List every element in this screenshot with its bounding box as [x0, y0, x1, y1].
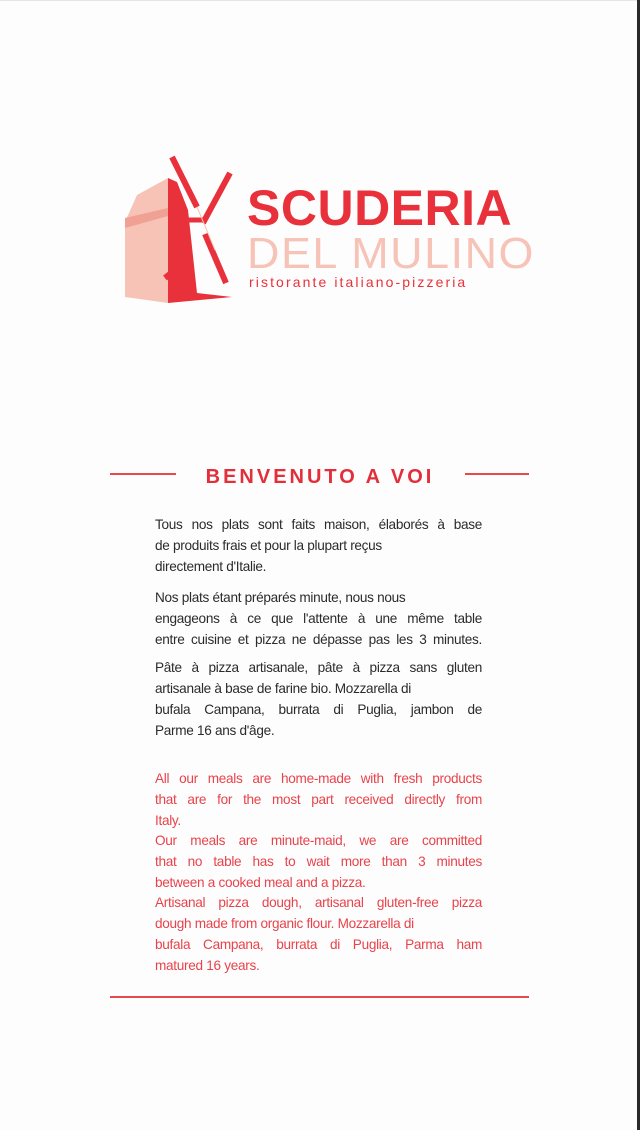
text-line: artisanale à base de farine bio. Mozzarella di	[155, 681, 411, 696]
text-line: de produits frais et pour la plupart reçus	[155, 538, 382, 553]
english-paragraph-ingredients	[155, 892, 482, 976]
text-line: Nos plats étant préparés minute, nous nous	[155, 590, 406, 605]
text-line: entre cuisine et pizza ne dépasse pas les 3 minutes.	[155, 632, 482, 647]
english-paragraph-wait-time	[155, 830, 482, 893]
brand-name-scuderia: SCUDERIA	[247, 180, 513, 236]
text-line: Tous nos plats sont faits maison, élaborés à base	[155, 517, 482, 532]
text-line: Artisanal pizza dough, artisanal gluten-free pizza	[155, 895, 482, 910]
brand-name-del-mulino: DEL MULINO	[247, 229, 535, 278]
text-line: Italy.	[155, 813, 181, 828]
french-paragraph-wait-time	[155, 587, 482, 650]
text-line: All our meals are home-made with fresh products	[155, 771, 482, 786]
text-line: Our meals are minute-maid, we are committed	[155, 833, 482, 848]
windmill-icon	[115, 150, 245, 310]
text-line: between a cooked meal and a pizza.	[155, 875, 366, 890]
french-paragraph-homemade	[155, 514, 482, 577]
bottom-divider	[110, 996, 529, 998]
text-line: dough made from organic flour. Mozzarella di	[155, 916, 414, 931]
english-paragraph-homemade	[155, 768, 482, 831]
text-line: bufala Campana, burrata di Puglia, Parma ham	[155, 937, 482, 952]
text-line: bufala Campana, burrata di Puglia, jambon de	[155, 702, 482, 717]
text-line: Parme 16 ans d'âge.	[155, 723, 275, 738]
text-line: Pâte à pizza artisanale, pâte à pizza sans gluten	[155, 660, 482, 675]
text-line: matured 16 years.	[155, 958, 260, 973]
section-heading: BENVENUTO A VOI	[205, 466, 435, 488]
top-border	[0, 0, 637, 1]
text-line: directement d'Italie.	[155, 559, 267, 574]
french-paragraph-ingredients	[155, 657, 482, 741]
text-line: that no table has to wait more than 3 minutes	[155, 854, 482, 869]
text-line: that are for the most part received directly from	[155, 792, 482, 807]
brand-tagline: ristorante italiano-pizzeria	[249, 274, 468, 290]
text-line: engageons à ce que l'attente à une même table	[155, 611, 482, 626]
